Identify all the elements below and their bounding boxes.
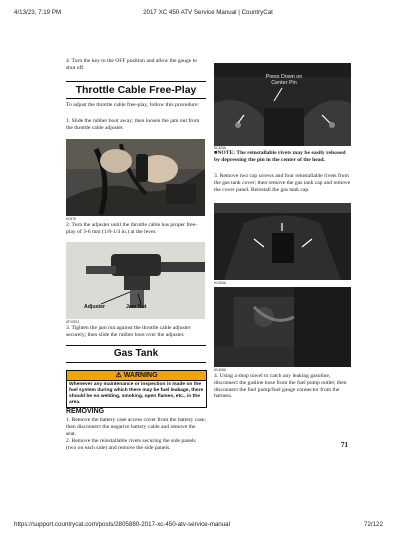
note-reinstallable-rivets [214, 150, 352, 164]
removing-heading: REMOVING [66, 408, 105, 415]
photo1-code: KC403A [214, 146, 226, 150]
step-4-gauge: 4. Turn the key to the OFF position and allow the gauge to shut off. [66, 58, 197, 71]
throttle-step-1: 1. Slide the rubber boot away; then loosen the jam nut from the throttle cable adjuster. [66, 118, 200, 131]
throttle-step-2: 2. Turn the adjuster until the throttle cable has proper free-play of 3-6 mm (1/8-1/4 in.) at the lever. [66, 222, 197, 235]
print-url: https://support.countrycat.com/posts/2805880-2017-xc-450-atv-service-manual [14, 521, 230, 528]
removing-step-1: 1. Remove the battery case access cover from the battery case; then disconnect the negative battery cable and remove the seat. [66, 417, 206, 437]
warning-box [66, 370, 207, 408]
throttle-section-title: Throttle Cable Free-Play [66, 81, 206, 99]
gas-tank-section-title: Gas Tank [66, 345, 206, 363]
fig1-code: KC576 [66, 217, 76, 221]
note-text: The reinstallable rivets may be easily released by depressing the pin in the center of the head. [214, 150, 346, 163]
page-number: 71 [341, 441, 348, 449]
adjuster-jamnut-photo [66, 242, 205, 319]
label-adjuster: Adjuster [84, 304, 106, 310]
warning-text: Whenever any maintenance or inspection is made on the fuel system during which there may be fuel leakage, there should be no welding, smoking, open flames, etc., in the area. [69, 382, 204, 405]
fuel-pump-photo [214, 287, 351, 367]
print-page-count: 72/122 [364, 521, 383, 528]
warning-header-text: WARNING [123, 372, 158, 379]
press-down-label: Press Down on Center Pin [265, 74, 303, 87]
removing-step-2: 2. Remove the reinstallable rivets securing the side panels (two on each side) and remove the side panels. [66, 438, 196, 451]
gas-tank-cover-photo [214, 203, 351, 280]
center-pin-photo [214, 63, 351, 146]
warning-header [67, 371, 206, 381]
throttle-intro: To adjust the throttle cable free-play, follow this procedure: [66, 102, 199, 108]
photo3-code: KC405A [214, 368, 226, 372]
note-prefix: ■NOTE: [214, 150, 236, 156]
label-jam-nut: Jam Nut [126, 304, 147, 310]
print-datetime: 4/13/23, 7:19 PM [14, 9, 62, 16]
throttle-step-3: 3. Tighten the jam nut against the throttle cable adjuster securely; then slide the rubber boot over the adjuster. [66, 325, 191, 338]
fig2-code: ATV0574 [66, 320, 80, 324]
warning-triangle-icon: ⚠ [115, 372, 124, 379]
print-title: 2017 XC 450 ATV Service Manual | CountryCat [143, 9, 273, 16]
right-step-4: 4. Using a shop towel to catch any leaking gasoline, disconnect the gasline hose from the fuel pump outlet; then disconnect the fuel pump/fuel gauge connector from the harness. [214, 373, 347, 400]
photo2-code: KC404A [214, 281, 226, 285]
right-step-3: 3. Remove two cap screws and four reinstallable rivets from the gas tank cover; then remove the gas tank cap and remove the cover panel. Reinstall the gas tank cap. [214, 173, 351, 193]
throttle-adjuster-photo [66, 139, 205, 216]
